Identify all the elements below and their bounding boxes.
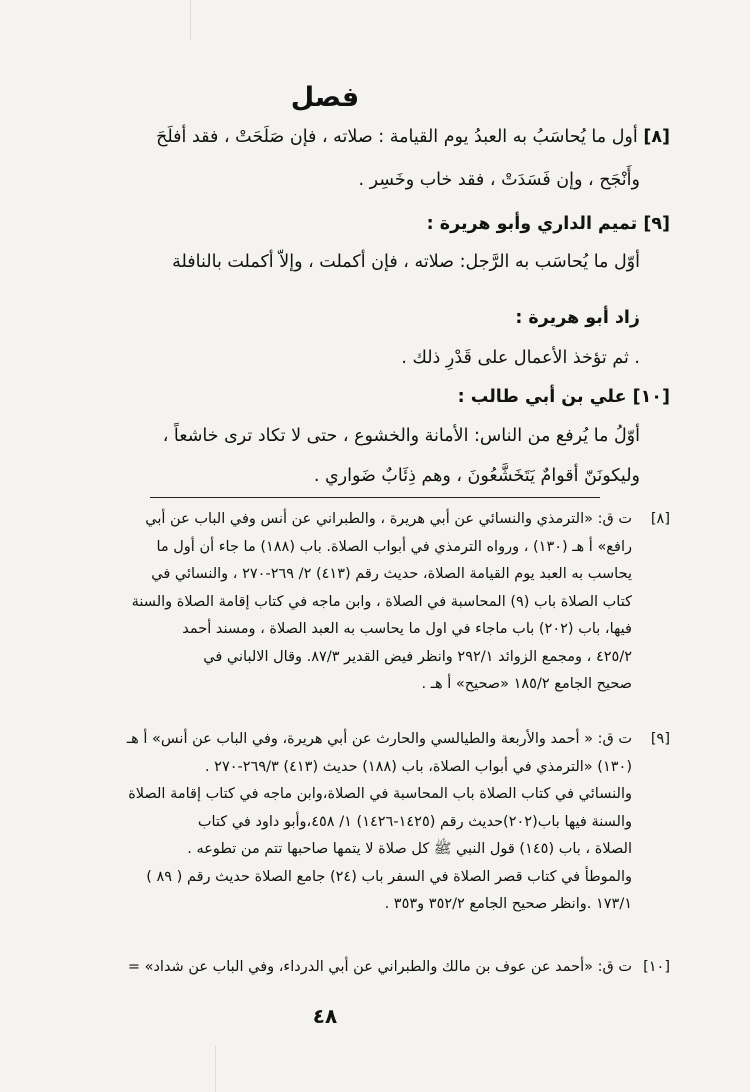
footnote-line: ١٧٣/١ .وانظر صحيح الجامع ٣٥٢/٢ و٣٥٣ . xyxy=(384,896,632,912)
footnote-8 xyxy=(92,506,670,699)
page-edge-mark xyxy=(190,0,191,40)
section-8 xyxy=(92,116,670,202)
section-10-heading: [١٠] علي بن أبي طالب : xyxy=(457,387,670,407)
page-edge-mark xyxy=(215,1046,216,1092)
footnote-line: الصلاة ، باب (١٤٥) قول النبي ﷺ كل صلاة لا يتمها صاحبها تتم من تطوعه . xyxy=(187,841,632,857)
footnote-line: رافع» أ هـ (١٣٠) ، ورواه الترمذي في أبواب الصلاة. باب (١٨٨) ما جاء أن أول ما xyxy=(156,538,632,555)
page-number: ٤٨ xyxy=(312,1004,338,1028)
footnote-10 xyxy=(92,954,670,982)
footnote-separator xyxy=(150,497,600,498)
section-number: [٩] xyxy=(643,214,670,234)
footnote-number: [١٠] xyxy=(643,959,670,975)
footnote-line: ٤٢٥/٢ ، ومجمع الزوائد ٢٩٢/١ وانظر فيض القدير ٨٧/٣. وقال الالباني في xyxy=(203,648,632,665)
section-9-heading: [٩] تميم الداري وأبو هريرة : xyxy=(426,214,670,234)
section-heading: فصل xyxy=(290,82,360,113)
footnote-line: [٨] ت ق: «الترمذي والنسائي عن أبي هريرة ، والطبراني عن أنس وفي الباب عن أبي xyxy=(92,506,670,534)
footnote-number: [٨] xyxy=(650,511,670,527)
footnote-line: كتاب الصلاة باب (٩) المحاسبة في الصلاة ، وابن ماجه في كتاب إقامة الصلاة والسنة xyxy=(131,593,632,610)
section-9 xyxy=(92,206,670,376)
footnote-line: [٩] ت ق: « أحمد والأربعة والطيالسي والحارث عن أبي هريرة، وفي الباب عن أنس» أ هـ xyxy=(92,726,670,754)
section-9-subheading: زاد أبو هريرة : xyxy=(515,308,640,328)
footnote-number: [٩] xyxy=(650,731,670,747)
section-number: [١٠] xyxy=(632,387,670,407)
footnote-9 xyxy=(92,726,670,919)
section-9-line-2: . ثم تؤخذ الأعمال على قَدْرِ ذلك . xyxy=(401,348,640,368)
footnote-line: يحاسب به العبد يوم القيامة الصلاة، حديث رقم (٤١٣) ٢/ ٢٦٩-٢٧٠ ، والنسائي في xyxy=(151,566,632,582)
footnote-line: والنسائي في كتاب الصلاة باب المحاسبة في الصلاة،وابن ماجه في كتاب إقامة الصلاة xyxy=(128,786,632,802)
section-number: [٨] xyxy=(643,127,670,147)
section-8-line-1: [٨] أول ما يُحاسَبُ به العبدُ يوم القيامة : صلاته ، فإن صَلَحَتْ ، فقد أفلَحَ xyxy=(156,127,670,147)
footnote-line: والموطأ في كتاب قصر الصلاة في السفر باب (٢٤) جامع الصلاة حديث رقم ( ٨٩ ) xyxy=(146,868,632,885)
footnote-line: والسنة فيها باب(٢٠٢)حديث رقم (١٤٢٥-١٤٢٦) ١/ ٤٥٨،وأبو داود في كتاب xyxy=(197,813,632,830)
footnote-line: صحيح الجامع ١٨٥/٢ «صحيح» أ هـ . xyxy=(421,676,632,692)
section-8-line-2: وأَنْجَح ، وإن فَسَدَتْ ، فقد خاب وخَسِر . xyxy=(358,170,640,190)
footnote-line: فيها، باب (٢٠٢) باب ماجاء في اول ما يحاسب به العبد الصلاة ، ومسند أحمد xyxy=(182,621,632,637)
footnote-line: [١٠] ت ق: «أحمد عن عوف بن مالك والطبراني عن أبي الدرداء، وفي الباب عن شداد» = xyxy=(92,954,670,982)
section-10-line-2: وليكونَنّ أقوامٌ يَتَخَشَّعُونَ ، وهم ذِئَابٌ ضَواري . xyxy=(313,466,640,486)
footnote-line: (١٣٠) «الترمذي في أبواب الصلاة، باب (١٨٨) حديث (٤١٣) ٢٦٩/٣-٢٧٠ . xyxy=(204,758,632,775)
section-9-line-1: أوّل ما يُحاسَب به الرَّجل: صلاته ، فإن أكملت ، وإلاّ أكملت بالنافلة xyxy=(172,252,640,272)
section-10 xyxy=(92,378,670,496)
section-10-line-1: أوّلُ ما يُرفع من الناس: الأمانة والخشوع ، حتى لا تكاد ترى خاشعاً ، xyxy=(162,426,640,446)
